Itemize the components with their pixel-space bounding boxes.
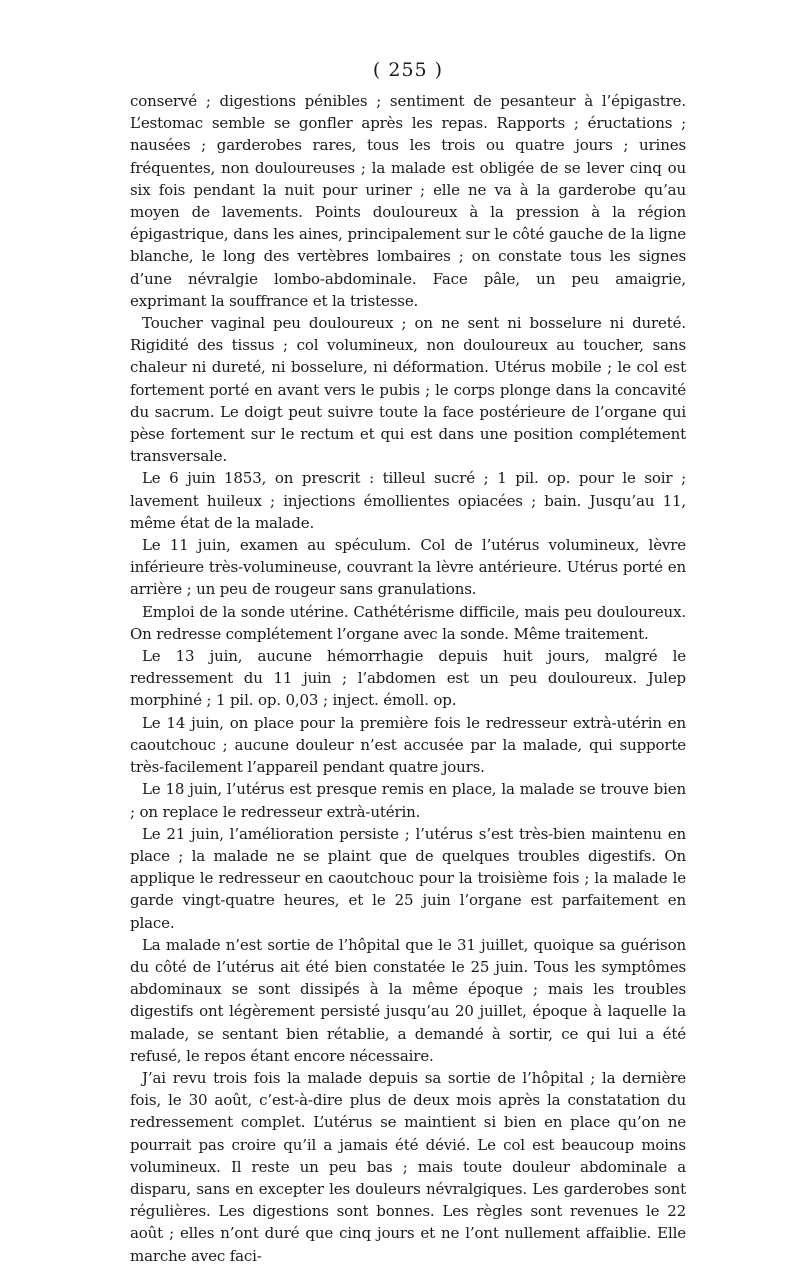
book-page [130, 58, 686, 1267]
paragraph-june-6: Le 6 juin 1853, on prescrit : tilleul sucré ; 1 pil. op. pour le soir ; lavement huileux ; injections émollientes opiacées ; bain. Jusqu’au 11, même état de la malade. [130, 469, 686, 532]
paragraph-discharge: La malade n’est sortie de l’hôpital que le 31 juillet, quoique sa guérison du côté de l’utérus ait été bien constatée le 25 juin. Tous les symptômes abdominaux se sont dissipés à la même époque ; mais les troubles digestifs ont légèrement persisté jusqu’au 20 juillet, époque à laquelle la malade, se sentant bien rétablie, a demandé à sortir, ce qui lui a été refusé, le repos étant encore nécessaire. [130, 935, 686, 1065]
paragraph-june-21: Le 21 juin, l’amélioration persiste ; l’utérus s’est très-bien maintenu en place ; la malade ne se plaint que de quelques troubles digestifs. On applique le redresseur en caoutchouc pour la troisième fois ; la malade le garde vingt-quatre heures, et le 25 juin l’organe est parfaitement en place. [130, 824, 686, 932]
page-number: ( 255 ) [372, 59, 444, 81]
body-text [130, 90, 686, 1267]
paragraph-june-18: Le 18 juin, l’utérus est presque remis en place, la malade se trouve bien ; on replace le redresseur extrà-utérin. [130, 780, 686, 821]
paragraph-vaginal-exam: Toucher vaginal peu douloureux ; on ne sent ni bosselure ni dureté. Rigidité des tissus ; col volumineux, non douloureux au toucher, sans chaleur ni dureté, ni bosselure, ni déformation. Utérus mobile ; le col est fortement porté en avant vers le pubis ; le corps plonge dans la concavité du sacrum. Le doigt peut suivre toute la face postérieure de l’organe qui pèse fortement sur le rectum et qui est dans une position complétement transversale. [130, 314, 686, 466]
paragraph-june-13: Le 13 juin, aucune hémorrhagie depuis huit jours, malgré le redressement du 11 juin ; l’abdomen est un peu douloureux. Julep morphiné ; 1 pil. op. 0,03 ; inject. émoll. op. [130, 647, 686, 710]
paragraph-june-11: Le 11 juin, examen au spéculum. Col de l’utérus volumineux, lèvre inférieure très-volumineuse, couvrant la lèvre antérieure. Utérus porté en arrière ; un peu de rougeur sans granulations. [130, 536, 686, 599]
paragraph-follow-up: J’ai revu trois fois la malade depuis sa sortie de l’hôpital ; la dernière fois, le 30 août, c’est-à-dire plus de deux mois après la constatation du redressement complet. L’utérus se maintient si bien en place qu’on ne pourrait pas croire qu’il a jamais été dévié. Le col est beaucoup moins volumineux. Il reste un peu bas ; mais toute douleur abdominale a disparu, sans en excepter les douleurs névralgiques. Les garderobes sont régulières. Les digestions sont bonnes. Les règles sont revenues le 22 août ; elles n’ont duré que cinq jours et ne l’ont nullement affaiblie. Elle marche avec faci- [130, 1068, 686, 1265]
paragraph-sonde: Emploi de la sonde utérine. Cathétérisme difficile, mais peu douloureux. On redresse complétement l’organe avec la sonde. Même traitement. [130, 602, 686, 643]
paragraph-june-14: Le 14 juin, on place pour la première fois le redresseur extrà-utérin en caoutchouc ; aucune douleur n’est accusée par la malade, qui supporte très-facilement l’appareil pendant quatre jours. [130, 713, 686, 777]
paragraph-continued: conservé ; digestions pénibles ; sentiment de pesanteur à l’épigastre. L’estomac semble se gonfler après les repas. Rapports ; éructations ; nausées ; garderobes rares, tous les trois ou quatre jours ; urines fréquentes, non douloureuses ; la malade est obligée de se lever cinq ou six fois pendant la nuit pour uriner ; elle ne va à la garderobe qu’au moyen de lavements. Points douloureux à la pression à la région épigastrique, dans les aines, principalement sur le côté gauche de la ligne blanche, le long des vertèbres lombaires ; on constate tous les signes d’une névralgie lombo-abdominale. Face pâle, un peu amaigrie, exprimant la souffrance et la tristesse. [130, 92, 686, 310]
